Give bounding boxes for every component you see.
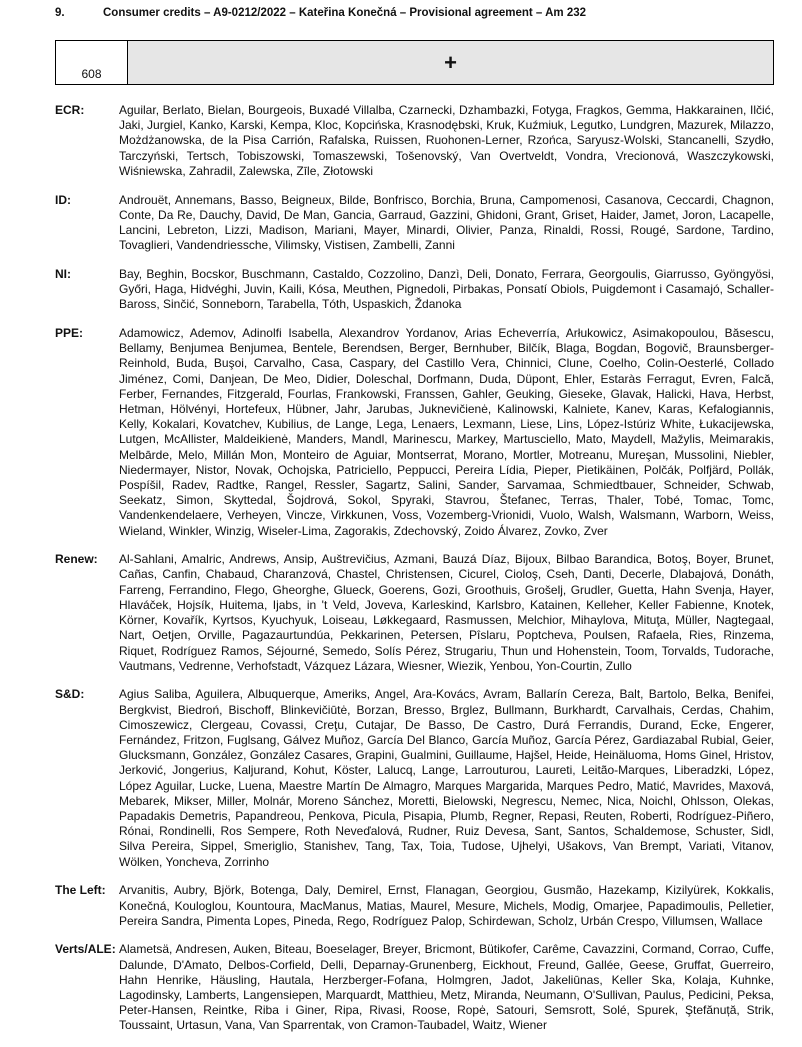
group-members: Alametsä, Andresen, Auken, Biteau, Boeselager, Breyer, Bricmont, Bütikofer, Carême, Cavazzini, Cormand, Corrao, Cuffe, Dalunde, D'Amato, Delbos-Corfield, Delli, Deparnay-Grunenberg, Eickhout, Freund, Gallée, Geese, Gruffat, Guerreiro, Hahn Henrike, Häusling, Hautala, Herzberger-Fofana, Holmgren, Jadot, Jakeliūnas, Keller Ska, Kolaja, Kuhnke, Lagodinsky, Lamberts, Langensiepen, Marquardt, Matthieu, Metz, Miranda, Neumann, O'Sullivan, Paulus, Pedicini, Peksa, Peter-Hansen, Reintke, Riba i Giner, Ripa, Rivasi, Roose, Ropė, Satouri, Semsrott, Solé, Spurek, Ştefănuță, Strik, Toussaint, Urtasun, Vana, Van Sparrentak, von Cramon-Taubadel, Waitz, Wiener bbox=[119, 942, 774, 1033]
group-members: Agius Saliba, Aguilera, Albuquerque, Ameriks, Angel, Ara-Kovács, Avram, Ballarín Cereza, Balt, Bartolo, Belka, Benifei, Bergkvist, Biedroń, Bischoff, Blinkevičiūtė, Borzan, Bresso, Brglez, Bullmann, Burkhardt, Carvalhais, Cerdas, Chahim, Cimoszewicz, Clergeau, Covassi, Creţu, Cutajar, De Basso, De Castro, Durá Ferrandis, Durand, Ecke, Engerer, Fernández, Fritzon, Fuglsang, Gálvez Muñoz, García Del Blanco, García Muñoz, García Pérez, Gardiazabal Rubial, Geier, Glucksmann, González, González Casares, Grapini, Gualmini, Guillaume, Hajšel, Heide, Heinäluoma, Homs Ginel, Hristov, Jerković, Jongerius, Kaljurand, Kohut, Köster, Lalucq, Lange, Larrouturou, Laureti, Leitão-Marques, Liberadzki, López, López Aguilar, Lucke, Luena, Maestre Martín De Almagro, Marques Margarida, Marques Pedro, Matić, Mavrides, Maxová, Mebarek, Mikser, Miller, Molnár, Moreno Sánchez, Moretti, Bielowski, Negrescu, Nemec, Nica, Noichl, Ohlsson, Olekas, Papadakis Demetris, Papandreou, Penkova, Picula, Pisapia, Plumb, Regner, Repasi, Reuten, Roberti, Rodríguez-Piñero, Rónai, Rondinelli, Ros Sempere, Roth Neveďalová, Rudner, Ruiz Devesa, Sant, Santos, Schaldemose, Schuster, Sidl, Silva Pereira, Sippel, Smeriglio, Stanishev, Tang, Tax, Toia, Tudose, Ujhelyi, Ušakovs, Van Brempt, Variati, Vitanov, Wölken, Yoncheva, Zorrinho bbox=[119, 687, 774, 869]
group-name: The Left: bbox=[55, 883, 106, 898]
group-name: Renew: bbox=[55, 552, 98, 567]
group-list bbox=[55, 103, 774, 1047]
item-number: 9. bbox=[55, 7, 65, 19]
group-id bbox=[55, 193, 774, 254]
group-name: S&D: bbox=[55, 687, 85, 702]
group-name: PPE: bbox=[55, 325, 84, 340]
group-members: Aguilar, Berlato, Bielan, Bourgeois, Buxadé Villalba, Czarnecki, Dzhambazki, Fotyga, Fragkos, Gemma, Hakkarainen, Ilčić, Jaki, Jurgiel, Kanko, Karski, Kempa, Kloc, Kopcińska, Krasnodębski, Kruk, Kuźmiuk, Legutko, Lundgren, Mazurek, Milazzo, Możdżanowska, de la Pisa Carrión, Rafalska, Ruissen, Ruohonen-Lerner, Rzońca, Saryusz-Wolski, Stancanelli, Szydło, Tarczyński, Tertsch, Tobiszowski, Tomaszewski, Tošenovský, Van Overtveldt, Vondra, Vrecionová, Waszczykowski, Wiśniewska, Zahradil, Zalewska, Zīle, Złotowski bbox=[119, 103, 774, 178]
vote-title: Consumer credits – A9-0212/2022 – Kateřina Konečná – Provisional agreement – Am 232 bbox=[103, 7, 586, 19]
group-members: Al-Sahlani, Amalric, Andrews, Ansip, Auštrevičius, Azmani, Bauzá Díaz, Bijoux, Bilbao Barandica, Botoş, Boyer, Brunet, Cañas, Canfin, Chabaud, Charanzová, Chastel, Christensen, Cicurel, Cioloş, Cseh, Danti, Decerle, Dlabajová, Donáth, Farreng, Ferrandino, Flego, Gheorghe, Glueck, Goerens, Gozi, Groothuis, Grošelj, Grudler, Guetta, Hahn Svenja, Hayer, Hlaváček, Hojsík, Huitema, Ijabs, in 't Veld, Joveva, Karleskind, Karlsbro, Katainen, Kelleher, Keller Fabienne, Knotek, Körner, Kovařík, Kyrtsos, Kyuchyuk, Loiseau, Løkkegaard, Rasmussen, Melchior, Mihaylova, Mituţa, Müller, Nagtegaal, Nart, Oetjen, Orville, Pagazaurtundúa, Pekkarinen, Petersen, Pîslaru, Poptcheva, Poulsen, Rafaela, Ries, Rinzema, Riquet, Rodríguez Ramos, Séjourné, Semedo, Solís Pérez, Strugariu, Thun und Hohenstein, Toom, Torvalds, Tudorache, Vautmans, Vedrenne, Verhofstadt, Vázquez Lázara, Wiesner, Wiezik, Yenbou, Yon-Courtin, Zullo bbox=[119, 552, 774, 673]
vote-result-box bbox=[55, 40, 774, 85]
group-ppe bbox=[55, 326, 774, 539]
group-verts-ale bbox=[55, 942, 774, 1033]
group-sd bbox=[55, 687, 774, 869]
group-members: Adamowicz, Ademov, Adinolfi Isabella, Alexandrov Yordanov, Arias Echeverría, Arłukowicz, Asimakopoulou, Băsescu, Bellamy, Benjumea Benjumea, Bentele, Berendsen, Berger, Bernhuber, Bilčík, Blaga, Bogdan, Bogovič, Braunsberger-Reinhold, Buda, Buşoi, Carvalho, Casa, Caspary, del Castillo Vera, Chinnici, Clune, Coelho, Colin-Oesterlé, Collado Jiménez, Comi, Danjean, De Meo, Didier, Doleschal, Dorfmann, Duda, Düpont, Ehler, Estaràs Ferragut, Evren, Falcă, Ferber, Fernandes, Fitzgerald, Fourlas, Frankowski, Franssen, Gahler, Geuking, Gieseke, Glavak, Halicki, Hava, Herbst, Hetman, Hölvényi, Hortefeux, Hübner, Jahr, Jarubas, Juknevičienė, Kalinowski, Kalniete, Kanev, Karas, Kefalogiannis, Kelly, Kokalari, Kovatchev, Kubilius, de Lange, Lega, Lenaers, Lexmann, Liese, Lins, López-Istúriz White, Łukacijewska, Lutgen, McAllister, Maldeikienė, Manders, Mandl, Marinescu, Markey, Martusciello, Mato, Maydell, Mažylis, Meimarakis, Melbārde, Melo, Millán Mon, Monteiro de Aguiar, Montserrat, Morano, Mortler, Motreanu, Mureşan, Mussolini, Niebler, Niedermayer, Nistor, Novak, Ochojska, Patriciello, Peppucci, Pereira Lídia, Pieper, Pietikäinen, Polčák, Polfjärd, Pollák, Pospíšil, Radev, Radtke, Rangel, Ressler, Sagartz, Salini, Sander, Sarvamaa, Schmiedtbauer, Schneider, Schwab, Seekatz, Simon, Skyttedal, Šojdrová, Sokol, Spyraki, Stavrou, Štefanec, Terras, Thaler, Tobé, Tomac, Tomc, Vandenkendelaere, Verheyen, Vincze, Virkkunen, Voss, Vozemberg-Vrionidi, Vuolo, Walsh, Walsmann, Warborn, Weiss, Wieland, Winkler, Winzig, Wiseler-Lima, Zagorakis, Zdechovský, Zoido Álvarez, Zovko, Zver bbox=[119, 325, 774, 538]
group-name: ID: bbox=[55, 192, 71, 207]
vote-count: 608 bbox=[56, 41, 128, 84]
group-members: Arvanitis, Aubry, Björk, Botenga, Daly, Demirel, Ernst, Flanagan, Georgiou, Gusmão, Hazekamp, Kizilyürek, Kokkalis, Konečná, Kouloglou, Kountoura, MacManus, Matias, Maurel, Mesure, Michels, Modig, Omarjee, Papadimoulis, Pelletier, Pereira Sandra, Pimenta Lopes, Pineda, Rego, Rodríguez Palop, Schirdewan, Scholz, Urbán Crespo, Villumsen, Wallace bbox=[119, 883, 774, 928]
group-renew bbox=[55, 552, 774, 674]
group-the-left bbox=[55, 883, 774, 929]
vote-result-sign: + bbox=[128, 41, 773, 84]
group-name: Verts/ALE: bbox=[55, 942, 116, 957]
page-header bbox=[55, 7, 775, 19]
group-members: Androuët, Annemans, Basso, Beigneux, Bilde, Bonfrisco, Borchia, Bruna, Campomenosi, Casanova, Ceccardi, Chagnon, Conte, Da Re, Dauchy, David, De Man, Gancia, Garraud, Gazzini, Ghidoni, Grant, Griset, Haider, Jamet, Joron, Lacapelle, Lancini, Lebreton, Lizzi, Madison, Mariani, Mayer, Minardi, Olivier, Panza, Rinaldi, Rossi, Rougé, Sardone, Tardino, Tovaglieri, Vandendriessche, Vilimsky, Vistisen, Zambelli, Zanni bbox=[119, 192, 774, 253]
group-name: ECR: bbox=[55, 103, 85, 117]
group-members: Bay, Beghin, Bocskor, Buschmann, Castaldo, Cozzolino, Danzì, Deli, Donato, Ferrara, Georgoulis, Giarrusso, Gyöngyösi, Győri, Haga, Hidvéghi, Juvin, Kaili, Kósa, Meuthen, Pignedoli, Pirbakas, Ponsatí Obiols, Puigdemont i Casamajó, Schaller-Baross, Sinčić, Sonneborn, Tarabella, Tóth, Uspaskich, Ždanoka bbox=[119, 266, 774, 312]
group-ni bbox=[55, 267, 774, 313]
group-ecr bbox=[55, 103, 774, 179]
group-name: NI: bbox=[55, 266, 71, 281]
